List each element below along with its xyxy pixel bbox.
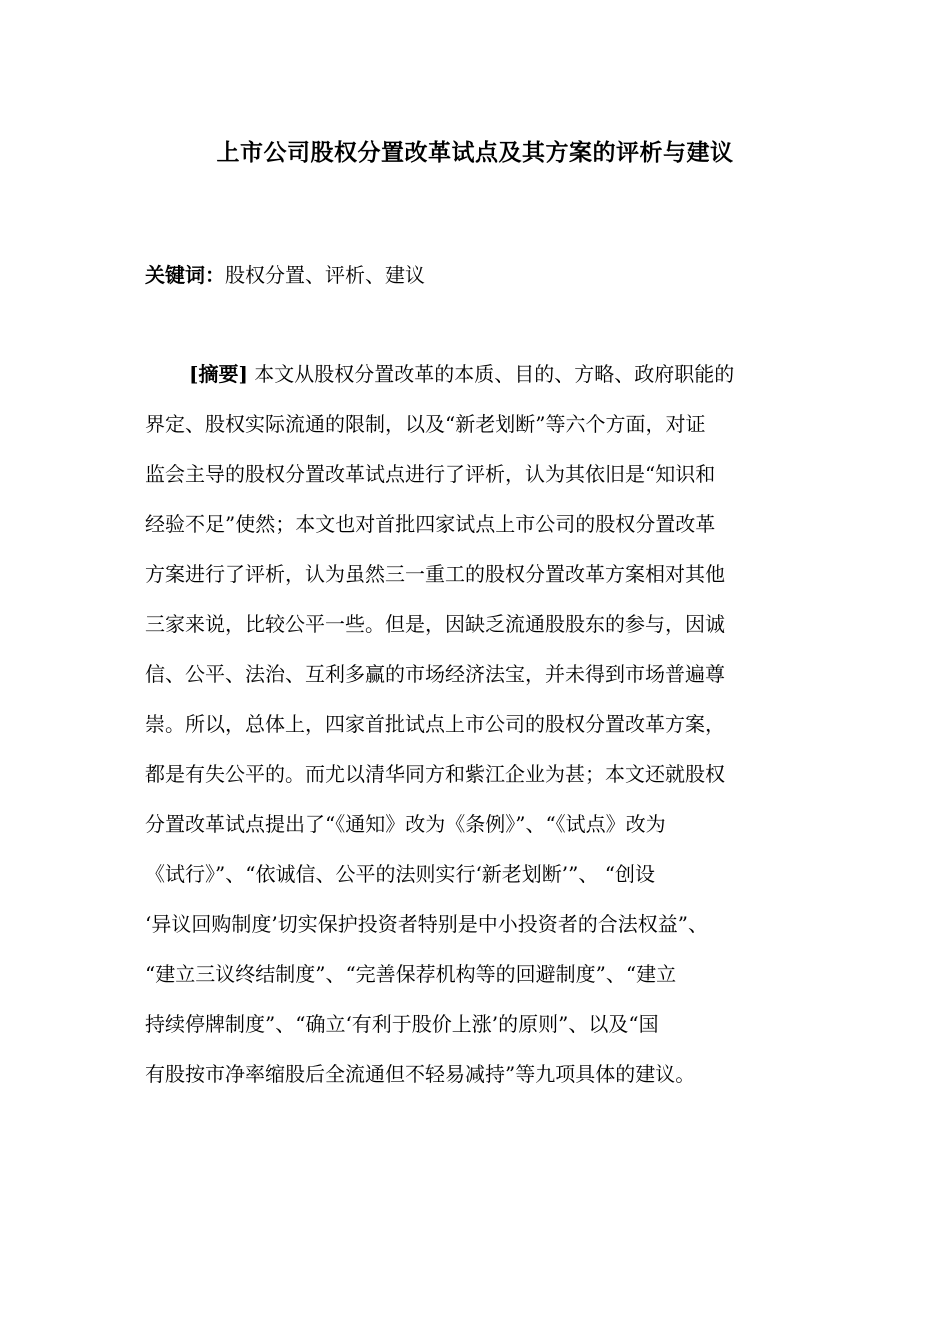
abstract-line: 监会主导的股权分置改革试点进行了评析，认为其依旧是“知识和 <box>145 462 716 486</box>
abstract-line: 崇。所以，总体上，四家首批试点上市公司的股权分置改革方案， <box>145 712 725 736</box>
keywords-line <box>145 258 425 292</box>
abstract-line-text: 本文从股权分置改革的本质、目的、方略、政府职能的 <box>247 362 735 386</box>
abstract-line: 持续停牌制度”、“确立‘有利于股价上涨’的原则”、以及“国 <box>145 1012 659 1036</box>
abstract-line: “建立三议终结制度”、“完善保荐机构等的回避制度”、“建立 <box>145 962 677 986</box>
abstract-label: [摘要] <box>189 362 248 386</box>
abstract-line <box>145 356 845 406</box>
abstract-line: 经验不足”使然；本文也对首批四家试点上市公司的股权分置改革 <box>145 512 716 536</box>
abstract-line: ‘异议回购制度’切实保护投资者特别是中小投资者的合法权益”、 <box>145 912 708 936</box>
keywords-value: 股权分置、评析、建议 <box>225 263 425 287</box>
abstract-line: 方案进行了评析，认为虽然三一重工的股权分置改革方案相对其他 <box>145 562 725 586</box>
abstract-line: 三家来说，比较公平一些。但是，因缺乏流通股股东的参与，因诚 <box>145 612 725 636</box>
abstract-line: 都是有失公平的。而尤以清华同方和紫江企业为甚；本文还就股权 <box>145 762 725 786</box>
keywords-label: 关键词： <box>145 263 225 287</box>
abstract <box>145 356 845 1106</box>
abstract-line: 《试行》”、“依诚信、公平的法则实行‘新老划断’”、 “创设 <box>145 862 655 886</box>
abstract-line: 分置改革试点提出了“《通知》改为《条例》”、“《试点》改为 <box>145 812 666 836</box>
abstract-line: 有股按市净率缩股后全流通但不轻易减持”等九项具体的建议。 <box>145 1062 696 1086</box>
document-title: 上市公司股权分置改革试点及其方案的评析与建议 <box>216 140 734 166</box>
abstract-line: 信、公平、法治、互利多赢的市场经济法宝，并未得到市场普遍尊 <box>145 662 725 686</box>
abstract-line: 界定、股权实际流通的限制，以及“新老划断”等六个方面，对证 <box>145 412 706 436</box>
